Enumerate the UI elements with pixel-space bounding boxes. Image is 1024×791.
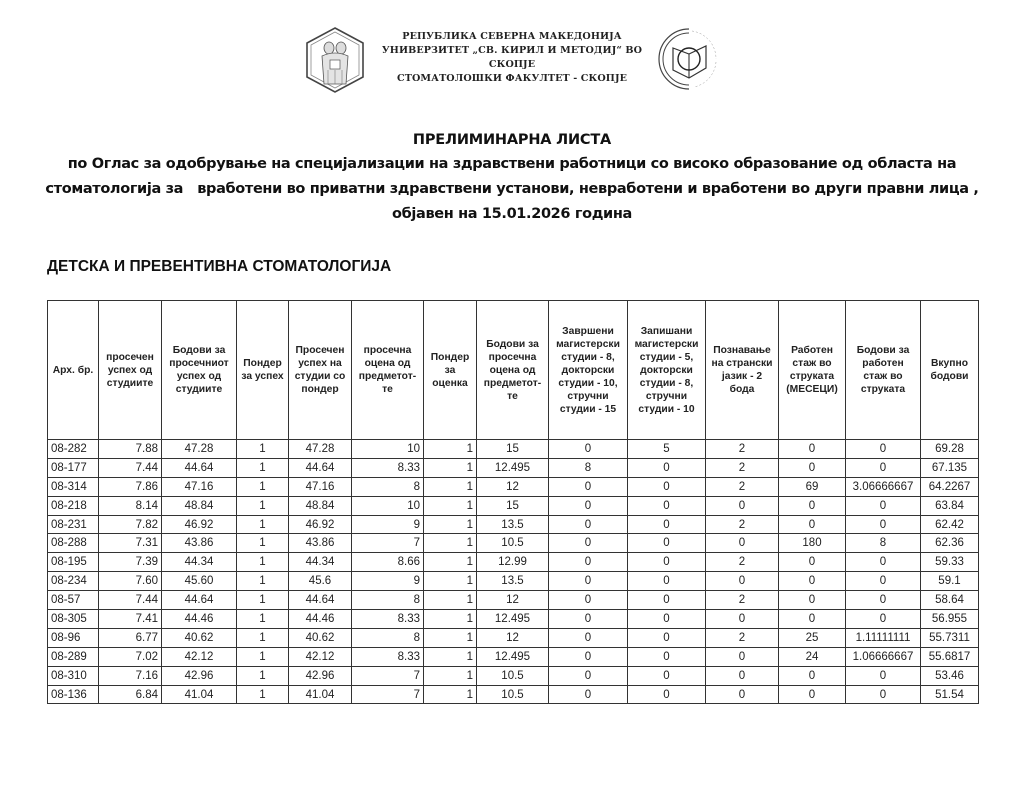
- cell-total-points: 63.84: [921, 496, 979, 515]
- column-header-enrolled-studies: Запишани магистерски студии - 5, докторски студии - 8, стручни студии - 10: [628, 301, 706, 440]
- cell-average-grade: 7.86: [99, 477, 162, 496]
- table-row: [48, 496, 979, 515]
- cell-archive-number: 08-289: [48, 647, 99, 666]
- column-header-archive-number: Арх. бр.: [48, 301, 99, 440]
- table-row: [48, 591, 979, 610]
- cell-foreign-language: 0: [706, 647, 779, 666]
- cell-total-points: 59.1: [921, 572, 979, 591]
- table-row: [48, 458, 979, 477]
- cell-enrolled-studies: 0: [628, 572, 706, 591]
- cell-subject-average: 8: [352, 591, 424, 610]
- cell-archive-number: 08-96: [48, 628, 99, 647]
- cell-enrolled-studies: 0: [628, 496, 706, 515]
- letterhead-faculty: СТОМАТОЛОШКИ ФАКУЛТЕТ - СКОПЈЕ: [397, 73, 627, 84]
- cell-completed-studies: 0: [549, 534, 628, 553]
- cell-average-grade: 8.14: [99, 496, 162, 515]
- cell-work-experience-points: 8: [846, 534, 921, 553]
- cell-grade-weight: 1: [237, 534, 289, 553]
- cell-work-experience-points: 0: [846, 515, 921, 534]
- column-header-subject-points: Бодови за просечна оцена од предметот-те: [477, 301, 549, 440]
- cell-subject-points: 13.5: [477, 572, 549, 591]
- cell-foreign-language: 0: [706, 572, 779, 591]
- cell-subject-weight: 1: [424, 534, 477, 553]
- cell-subject-points: 13.5: [477, 515, 549, 534]
- table-header-row: [48, 301, 979, 440]
- cell-total-points: 69.28: [921, 440, 979, 459]
- cell-archive-number: 08-218: [48, 496, 99, 515]
- university-seal-icon: [304, 26, 366, 94]
- cell-foreign-language: 2: [706, 553, 779, 572]
- cell-foreign-language: 0: [706, 685, 779, 704]
- cell-total-points: 53.46: [921, 666, 979, 685]
- cell-enrolled-studies: 0: [628, 553, 706, 572]
- cell-foreign-language: 2: [706, 458, 779, 477]
- cell-subject-weight: 1: [424, 496, 477, 515]
- cell-enrolled-studies: 0: [628, 591, 706, 610]
- table-row: [48, 440, 979, 459]
- cell-average-grade: 7.39: [99, 553, 162, 572]
- column-header-average-grade: просечен успех од студиите: [99, 301, 162, 440]
- cell-work-experience-months: 0: [779, 572, 846, 591]
- cell-total-points: 56.955: [921, 610, 979, 629]
- cell-subject-weight: 1: [424, 477, 477, 496]
- cell-foreign-language: 2: [706, 515, 779, 534]
- cell-grade-points: 42.12: [162, 647, 237, 666]
- cell-subject-average: 8.33: [352, 458, 424, 477]
- cell-total-points: 64.2267: [921, 477, 979, 496]
- cell-subject-average: 10: [352, 440, 424, 459]
- cell-subject-weight: 1: [424, 647, 477, 666]
- cell-completed-studies: 0: [549, 610, 628, 629]
- table-row: [48, 515, 979, 534]
- cell-work-experience-months: 0: [779, 685, 846, 704]
- cell-completed-studies: 8: [549, 458, 628, 477]
- table-row: [48, 572, 979, 591]
- column-header-work-experience-points: Бодови за работен стаж во струката: [846, 301, 921, 440]
- cell-foreign-language: 2: [706, 440, 779, 459]
- cell-subject-weight: 1: [424, 572, 477, 591]
- cell-grade-weight: 1: [237, 591, 289, 610]
- cell-completed-studies: 0: [549, 553, 628, 572]
- cell-weighted-grade: 44.34: [289, 553, 352, 572]
- column-header-foreign-language: Познавање на странски јазик - 2 бода: [706, 301, 779, 440]
- cell-weighted-grade: 46.92: [289, 515, 352, 534]
- table-row: [48, 666, 979, 685]
- cell-work-experience-months: 0: [779, 440, 846, 459]
- cell-subject-average: 8.66: [352, 553, 424, 572]
- cell-grade-weight: 1: [237, 458, 289, 477]
- cell-subject-points: 12: [477, 477, 549, 496]
- table-row: [48, 534, 979, 553]
- cell-work-experience-months: 0: [779, 610, 846, 629]
- cell-average-grade: 7.31: [99, 534, 162, 553]
- cell-enrolled-studies: 0: [628, 515, 706, 534]
- cell-enrolled-studies: 5: [628, 440, 706, 459]
- cell-work-experience-points: 0: [846, 572, 921, 591]
- cell-work-experience-months: 0: [779, 515, 846, 534]
- cell-archive-number: 08-231: [48, 515, 99, 534]
- faculty-of-dentistry-emblem-icon: [656, 26, 722, 92]
- cell-archive-number: 08-310: [48, 666, 99, 685]
- cell-work-experience-points: 3.06666667: [846, 477, 921, 496]
- cell-foreign-language: 2: [706, 477, 779, 496]
- cell-weighted-grade: 44.46: [289, 610, 352, 629]
- cell-work-experience-points: 0: [846, 591, 921, 610]
- cell-grade-weight: 1: [237, 496, 289, 515]
- cell-subject-points: 15: [477, 496, 549, 515]
- cell-total-points: 67.135: [921, 458, 979, 477]
- cell-average-grade: 7.82: [99, 515, 162, 534]
- document-heading: [0, 128, 1024, 227]
- table-row: [48, 647, 979, 666]
- cell-subject-weight: 1: [424, 685, 477, 704]
- cell-average-grade: 6.84: [99, 685, 162, 704]
- cell-grade-weight: 1: [237, 515, 289, 534]
- cell-grade-points: 44.64: [162, 591, 237, 610]
- cell-grade-weight: 1: [237, 553, 289, 572]
- cell-work-experience-points: 1.11111111: [846, 628, 921, 647]
- cell-work-experience-points: 0: [846, 440, 921, 459]
- cell-subject-average: 8: [352, 477, 424, 496]
- cell-grade-weight: 1: [237, 477, 289, 496]
- column-header-total-points: Вкупно бодови: [921, 301, 979, 440]
- letterhead-university: УНИВЕРЗИТЕТ „СВ. КИРИЛ И МЕТОДИЈ“ ВО СКОПЈЕ: [381, 45, 643, 70]
- cell-weighted-grade: 44.64: [289, 458, 352, 477]
- cell-completed-studies: 0: [549, 666, 628, 685]
- cell-subject-weight: 1: [424, 666, 477, 685]
- ranking-table: [47, 300, 979, 704]
- cell-weighted-grade: 48.84: [289, 496, 352, 515]
- cell-completed-studies: 0: [549, 572, 628, 591]
- cell-work-experience-months: 25: [779, 628, 846, 647]
- table-row: [48, 628, 979, 647]
- cell-grade-weight: 1: [237, 685, 289, 704]
- cell-subject-points: 12.495: [477, 647, 549, 666]
- column-header-subject-weight: Пондер за оценка: [424, 301, 477, 440]
- cell-enrolled-studies: 0: [628, 534, 706, 553]
- cell-work-experience-points: 0: [846, 458, 921, 477]
- cell-weighted-grade: 42.96: [289, 666, 352, 685]
- cell-work-experience-points: 0: [846, 610, 921, 629]
- cell-completed-studies: 0: [549, 647, 628, 666]
- column-header-subject-average: просечна оцена од предметот-те: [352, 301, 424, 440]
- cell-enrolled-studies: 0: [628, 685, 706, 704]
- cell-subject-average: 8.33: [352, 647, 424, 666]
- cell-weighted-grade: 47.28: [289, 440, 352, 459]
- cell-completed-studies: 0: [549, 496, 628, 515]
- column-header-completed-studies: Завршени магистерски студии - 8, докторски студии - 10, стручни студии - 15: [549, 301, 628, 440]
- cell-weighted-grade: 41.04: [289, 685, 352, 704]
- cell-grade-weight: 1: [237, 628, 289, 647]
- cell-work-experience-months: 0: [779, 553, 846, 572]
- section-title: ДЕТСКА И ПРЕВЕНТИВНА СТОМАТОЛОГИЈА: [47, 258, 392, 275]
- cell-work-experience-months: 180: [779, 534, 846, 553]
- document-subtitle-line-2: стоматологија за вработени во приватни здравствени установи, невработени и вработени во други правни лица ,: [45, 181, 979, 197]
- cell-grade-points: 43.86: [162, 534, 237, 553]
- cell-subject-points: 15: [477, 440, 549, 459]
- cell-subject-weight: 1: [424, 440, 477, 459]
- cell-grade-weight: 1: [237, 572, 289, 591]
- cell-subject-points: 12: [477, 628, 549, 647]
- cell-completed-studies: 0: [549, 591, 628, 610]
- cell-weighted-grade: 43.86: [289, 534, 352, 553]
- document-title: ПРЕЛИМИНАРНА ЛИСТА: [412, 132, 612, 148]
- cell-total-points: 55.7311: [921, 628, 979, 647]
- cell-grade-points: 44.46: [162, 610, 237, 629]
- cell-average-grade: 6.77: [99, 628, 162, 647]
- cell-subject-weight: 1: [424, 591, 477, 610]
- cell-archive-number: 08-282: [48, 440, 99, 459]
- cell-average-grade: 7.44: [99, 591, 162, 610]
- cell-archive-number: 08-57: [48, 591, 99, 610]
- cell-subject-weight: 1: [424, 628, 477, 647]
- cell-archive-number: 08-177: [48, 458, 99, 477]
- cell-work-experience-points: 1.06666667: [846, 647, 921, 666]
- cell-grade-points: 44.64: [162, 458, 237, 477]
- cell-weighted-grade: 40.62: [289, 628, 352, 647]
- cell-grade-points: 44.34: [162, 553, 237, 572]
- column-header-weighted-grade: Просечен успех на студии со пондер: [289, 301, 352, 440]
- cell-grade-points: 47.16: [162, 477, 237, 496]
- cell-subject-weight: 1: [424, 553, 477, 572]
- cell-foreign-language: 0: [706, 534, 779, 553]
- cell-total-points: 55.6817: [921, 647, 979, 666]
- cell-subject-average: 8: [352, 628, 424, 647]
- cell-grade-weight: 1: [237, 666, 289, 685]
- cell-work-experience-months: 0: [779, 458, 846, 477]
- column-header-grade-weight: Пондер за успех: [237, 301, 289, 440]
- cell-subject-average: 10: [352, 496, 424, 515]
- cell-foreign-language: 0: [706, 496, 779, 515]
- cell-completed-studies: 0: [549, 477, 628, 496]
- cell-subject-average: 9: [352, 572, 424, 591]
- cell-subject-average: 9: [352, 515, 424, 534]
- cell-grade-points: 40.62: [162, 628, 237, 647]
- cell-weighted-grade: 44.64: [289, 591, 352, 610]
- cell-work-experience-months: 69: [779, 477, 846, 496]
- cell-work-experience-months: 0: [779, 591, 846, 610]
- cell-weighted-grade: 45.6: [289, 572, 352, 591]
- letterhead-text: [370, 30, 654, 86]
- cell-work-experience-months: 24: [779, 647, 846, 666]
- cell-work-experience-points: 0: [846, 496, 921, 515]
- cell-subject-average: 7: [352, 534, 424, 553]
- table-row: [48, 553, 979, 572]
- cell-foreign-language: 2: [706, 591, 779, 610]
- cell-work-experience-points: 0: [846, 666, 921, 685]
- cell-total-points: 58.64: [921, 591, 979, 610]
- cell-grade-weight: 1: [237, 610, 289, 629]
- cell-weighted-grade: 42.12: [289, 647, 352, 666]
- cell-work-experience-points: 0: [846, 685, 921, 704]
- column-header-grade-points: Бодови за просечниот успех од студиите: [162, 301, 237, 440]
- cell-subject-weight: 1: [424, 515, 477, 534]
- cell-completed-studies: 0: [549, 440, 628, 459]
- cell-subject-average: 8.33: [352, 610, 424, 629]
- cell-total-points: 51.54: [921, 685, 979, 704]
- cell-enrolled-studies: 0: [628, 666, 706, 685]
- cell-archive-number: 08-136: [48, 685, 99, 704]
- cell-archive-number: 08-305: [48, 610, 99, 629]
- cell-enrolled-studies: 0: [628, 647, 706, 666]
- cell-subject-weight: 1: [424, 458, 477, 477]
- letterhead: [0, 24, 1024, 96]
- cell-average-grade: 7.41: [99, 610, 162, 629]
- cell-subject-points: 12.495: [477, 458, 549, 477]
- cell-archive-number: 08-234: [48, 572, 99, 591]
- cell-grade-points: 42.96: [162, 666, 237, 685]
- cell-grade-points: 46.92: [162, 515, 237, 534]
- column-header-work-experience-months: Работен стаж во струката (МЕСЕЦИ): [779, 301, 846, 440]
- cell-average-grade: 7.88: [99, 440, 162, 459]
- cell-subject-average: 7: [352, 685, 424, 704]
- cell-archive-number: 08-314: [48, 477, 99, 496]
- cell-average-grade: 7.02: [99, 647, 162, 666]
- cell-enrolled-studies: 0: [628, 477, 706, 496]
- document-subtitle-line-3: објавен на 15.01.2026 година: [392, 206, 632, 222]
- cell-subject-points: 12.495: [477, 610, 549, 629]
- table-row: [48, 477, 979, 496]
- cell-total-points: 59.33: [921, 553, 979, 572]
- table-body: [48, 440, 979, 704]
- cell-subject-average: 7: [352, 666, 424, 685]
- cell-grade-points: 41.04: [162, 685, 237, 704]
- cell-grade-weight: 1: [237, 440, 289, 459]
- table-row: [48, 610, 979, 629]
- cell-average-grade: 7.60: [99, 572, 162, 591]
- cell-enrolled-studies: 0: [628, 610, 706, 629]
- cell-average-grade: 7.44: [99, 458, 162, 477]
- cell-foreign-language: 0: [706, 666, 779, 685]
- cell-subject-points: 10.5: [477, 666, 549, 685]
- document-subtitle-line-1: по Оглас за одобрување на специјализации на здравствени работници со високо образование од областа на: [67, 156, 957, 172]
- cell-total-points: 62.36: [921, 534, 979, 553]
- cell-foreign-language: 2: [706, 628, 779, 647]
- cell-subject-points: 10.5: [477, 685, 549, 704]
- cell-grade-points: 48.84: [162, 496, 237, 515]
- cell-work-experience-months: 0: [779, 496, 846, 515]
- cell-archive-number: 08-195: [48, 553, 99, 572]
- cell-subject-points: 10.5: [477, 534, 549, 553]
- cell-weighted-grade: 47.16: [289, 477, 352, 496]
- cell-grade-weight: 1: [237, 647, 289, 666]
- cell-enrolled-studies: 0: [628, 628, 706, 647]
- cell-completed-studies: 0: [549, 685, 628, 704]
- cell-grade-points: 47.28: [162, 440, 237, 459]
- cell-average-grade: 7.16: [99, 666, 162, 685]
- letterhead-country: РЕПУБЛИКА СЕВЕРНА МАКЕДОНИЈА: [402, 31, 622, 42]
- cell-archive-number: 08-288: [48, 534, 99, 553]
- cell-subject-weight: 1: [424, 610, 477, 629]
- cell-grade-points: 45.60: [162, 572, 237, 591]
- cell-subject-points: 12.99: [477, 553, 549, 572]
- cell-foreign-language: 0: [706, 610, 779, 629]
- cell-total-points: 62.42: [921, 515, 979, 534]
- cell-work-experience-points: 0: [846, 553, 921, 572]
- cell-completed-studies: 0: [549, 515, 628, 534]
- cell-enrolled-studies: 0: [628, 458, 706, 477]
- table-row: [48, 685, 979, 704]
- cell-subject-points: 12: [477, 591, 549, 610]
- cell-work-experience-months: 0: [779, 666, 846, 685]
- cell-completed-studies: 0: [549, 628, 628, 647]
